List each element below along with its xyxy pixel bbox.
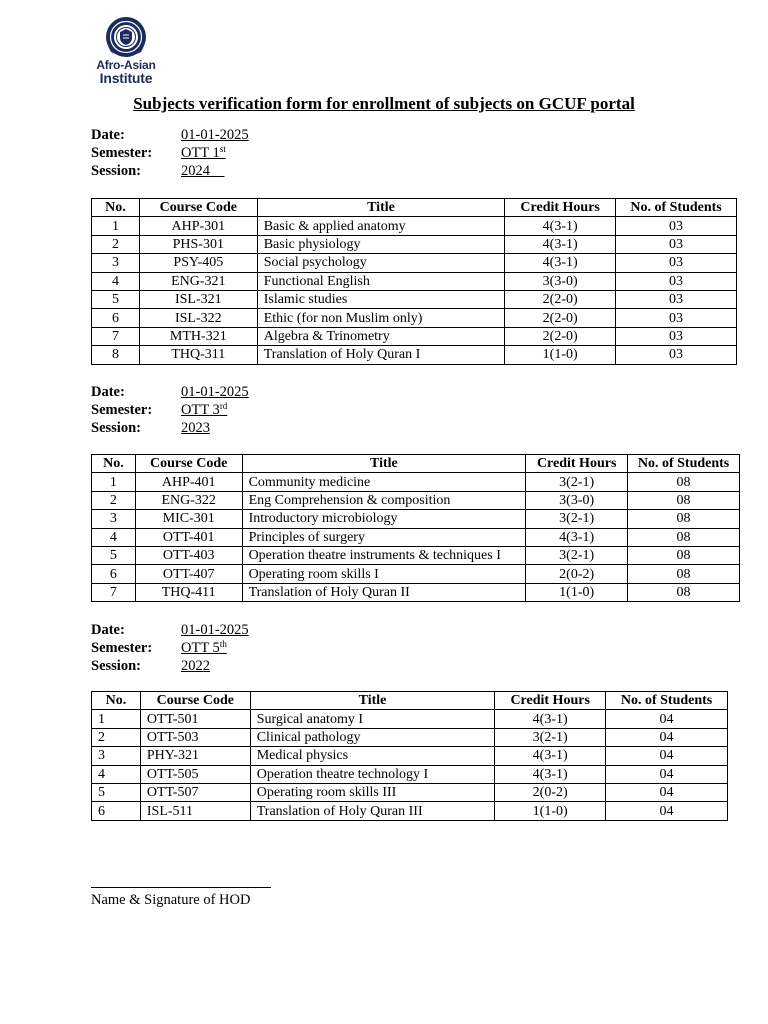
credit-hours: 3(3-0) xyxy=(526,491,628,509)
course-code-header: Course Code xyxy=(139,199,257,217)
credit-hours: 4(3-1) xyxy=(495,710,606,728)
session-value: 2022 xyxy=(181,658,210,674)
semester-value xyxy=(181,402,227,418)
table-row xyxy=(92,710,728,728)
credit-hours: 3(3-0) xyxy=(505,272,616,290)
credit-hours-header: Credit Hours xyxy=(526,455,628,473)
row-number: 8 xyxy=(92,346,140,364)
semester-info-block-3 xyxy=(91,621,249,675)
table-row xyxy=(92,802,728,820)
student-count: 08 xyxy=(628,510,740,528)
student-count: 08 xyxy=(628,583,740,601)
student-count: 03 xyxy=(616,254,737,272)
semester-info-block-1 xyxy=(91,126,249,180)
semester-name: OTT 1 xyxy=(181,145,220,161)
date-label: Date: xyxy=(91,384,125,400)
credit-hours: 3(2-1) xyxy=(526,546,628,564)
table-header-row xyxy=(92,455,740,473)
signature-label: Name & Signature of HOD xyxy=(91,892,251,908)
session-row xyxy=(91,657,249,675)
course-code: MIC-301 xyxy=(135,510,242,528)
table-row xyxy=(92,583,740,601)
student-count: 04 xyxy=(606,765,728,783)
title-header: Title xyxy=(250,692,495,710)
session-row xyxy=(91,419,249,437)
course-code: PHS-301 xyxy=(139,235,257,253)
semester-label: Semester: xyxy=(91,640,153,656)
row-number: 5 xyxy=(92,783,141,801)
course-code: ENG-322 xyxy=(135,491,242,509)
table-row xyxy=(92,565,740,583)
row-number: 1 xyxy=(92,217,140,235)
student-count: 08 xyxy=(628,473,740,491)
semester-label: Semester: xyxy=(91,402,153,418)
student-count: 04 xyxy=(606,802,728,820)
subjects-table-3 xyxy=(91,691,728,821)
table-row xyxy=(92,327,737,345)
table-row xyxy=(92,290,737,308)
course-code-header: Course Code xyxy=(140,692,250,710)
date-value: 01-01-2025 xyxy=(181,384,249,400)
row-number: 3 xyxy=(92,254,140,272)
row-number: 2 xyxy=(92,728,141,746)
credit-hours-header: Credit Hours xyxy=(505,199,616,217)
student-count: 03 xyxy=(616,327,737,345)
table-row xyxy=(92,235,737,253)
row-number: 4 xyxy=(92,272,140,290)
credit-hours: 2(0-2) xyxy=(495,783,606,801)
row-number: 6 xyxy=(92,309,140,327)
student-count: 08 xyxy=(628,491,740,509)
students-header: No. of Students xyxy=(628,455,740,473)
course-title: Basic & applied anatomy xyxy=(257,217,505,235)
course-code: MTH-321 xyxy=(139,327,257,345)
credit-hours: 4(3-1) xyxy=(526,528,628,546)
course-code: OTT-505 xyxy=(140,765,250,783)
credit-hours: 4(3-1) xyxy=(505,235,616,253)
row-number: 1 xyxy=(92,473,136,491)
course-code-header: Course Code xyxy=(135,455,242,473)
semester-value xyxy=(181,145,226,161)
credit-hours: 2(0-2) xyxy=(526,565,628,583)
row-number: 5 xyxy=(92,546,136,564)
course-title: Social psychology xyxy=(257,254,505,272)
table-row xyxy=(92,473,740,491)
student-count: 03 xyxy=(616,290,737,308)
subjects-table-2 xyxy=(91,454,740,602)
course-title: Introductory microbiology xyxy=(242,510,526,528)
table-row xyxy=(92,546,740,564)
table-row xyxy=(92,765,728,783)
session-label: Session: xyxy=(91,420,141,436)
credit-hours: 1(1-0) xyxy=(526,583,628,601)
row-number: 1 xyxy=(92,710,141,728)
table-row xyxy=(92,309,737,327)
semester-row xyxy=(91,144,249,162)
student-count: 03 xyxy=(616,235,737,253)
subjects-table-1 xyxy=(91,198,737,365)
course-code: OTT-507 xyxy=(140,783,250,801)
table-header-row xyxy=(92,199,737,217)
table-row xyxy=(92,272,737,290)
students-header: No. of Students xyxy=(606,692,728,710)
table-row xyxy=(92,254,737,272)
student-count: 03 xyxy=(616,217,737,235)
students-header: No. of Students xyxy=(616,199,737,217)
course-title: Medical physics xyxy=(250,747,495,765)
course-title: Surgical anatomy I xyxy=(250,710,495,728)
table-row xyxy=(92,747,728,765)
no-header: No. xyxy=(92,455,136,473)
credit-hours: 2(2-0) xyxy=(505,290,616,308)
form-title: Subjects verification form for enrollment of subjects on GCUF portal xyxy=(133,94,635,113)
table-row xyxy=(92,510,740,528)
course-title: Eng Comprehension & composition xyxy=(242,491,526,509)
course-code: AHP-401 xyxy=(135,473,242,491)
course-code: OTT-407 xyxy=(135,565,242,583)
semester-info-block-2 xyxy=(91,383,249,437)
credit-hours: 3(2-1) xyxy=(526,473,628,491)
semester-name: OTT 5 xyxy=(181,640,220,656)
institute-seal-icon xyxy=(105,16,147,58)
table-header-row xyxy=(92,692,728,710)
semester-row xyxy=(91,401,249,419)
title-header: Title xyxy=(257,199,505,217)
course-title: Operation theatre instruments & techniques I xyxy=(242,546,526,564)
course-title: Principles of surgery xyxy=(242,528,526,546)
credit-hours-header: Credit Hours xyxy=(495,692,606,710)
row-number: 4 xyxy=(92,765,141,783)
student-count: 03 xyxy=(616,309,737,327)
table-row xyxy=(92,217,737,235)
course-title: Algebra & Trinometry xyxy=(257,327,505,345)
row-number: 4 xyxy=(92,528,136,546)
row-number: 7 xyxy=(92,583,136,601)
course-code: PSY-405 xyxy=(139,254,257,272)
course-code: THQ-411 xyxy=(135,583,242,601)
course-title: Operating room skills I xyxy=(242,565,526,583)
credit-hours: 1(1-0) xyxy=(495,802,606,820)
course-code: ISL-322 xyxy=(139,309,257,327)
semester-ordinal: st xyxy=(219,144,226,154)
course-title: Translation of Holy Quran I xyxy=(257,346,505,364)
table-row xyxy=(92,783,728,801)
row-number: 3 xyxy=(92,747,141,765)
student-count: 04 xyxy=(606,747,728,765)
student-count: 03 xyxy=(616,346,737,364)
logo-text-line2: Institute xyxy=(99,70,153,86)
course-code: PHY-321 xyxy=(140,747,250,765)
semester-label: Semester: xyxy=(91,145,153,161)
credit-hours: 2(2-0) xyxy=(505,309,616,327)
session-label: Session: xyxy=(91,658,141,674)
course-title: Operating room skills III xyxy=(250,783,495,801)
student-count: 04 xyxy=(606,783,728,801)
row-number: 2 xyxy=(92,235,140,253)
table-row xyxy=(92,346,737,364)
session-value xyxy=(181,163,225,179)
course-code: ISL-511 xyxy=(140,802,250,820)
date-row xyxy=(91,383,249,401)
row-number: 3 xyxy=(92,510,136,528)
credit-hours: 1(1-0) xyxy=(505,346,616,364)
credit-hours: 4(3-1) xyxy=(505,254,616,272)
title-header: Title xyxy=(242,455,526,473)
course-code: AHP-301 xyxy=(139,217,257,235)
course-title: Functional English xyxy=(257,272,505,290)
semester-ordinal: th xyxy=(219,639,227,649)
student-count: 04 xyxy=(606,728,728,746)
course-title: Translation of Holy Quran II xyxy=(242,583,526,601)
date-label: Date: xyxy=(91,622,125,638)
session-label: Session: xyxy=(91,163,141,179)
course-title: Clinical pathology xyxy=(250,728,495,746)
credit-hours: 3(2-1) xyxy=(526,510,628,528)
table-row xyxy=(92,491,740,509)
signature-line xyxy=(91,887,271,888)
institute-logo xyxy=(96,16,156,92)
course-code: OTT-501 xyxy=(140,710,250,728)
no-header: No. xyxy=(92,199,140,217)
session-year: 2024 xyxy=(181,163,210,179)
semester-name: OTT 3 xyxy=(181,402,220,418)
credit-hours: 4(3-1) xyxy=(495,765,606,783)
course-code: ISL-321 xyxy=(139,290,257,308)
row-number: 6 xyxy=(92,565,136,583)
course-code: OTT-503 xyxy=(140,728,250,746)
credit-hours: 4(3-1) xyxy=(505,217,616,235)
table-row xyxy=(92,728,728,746)
session-value: 2023 xyxy=(181,420,210,436)
course-title: Islamic studies xyxy=(257,290,505,308)
course-title: Ethic (for non Muslim only) xyxy=(257,309,505,327)
student-count: 08 xyxy=(628,528,740,546)
course-code: OTT-403 xyxy=(135,546,242,564)
course-code: OTT-401 xyxy=(135,528,242,546)
row-number: 6 xyxy=(92,802,141,820)
table-row xyxy=(92,528,740,546)
session-row xyxy=(91,162,249,180)
course-title: Community medicine xyxy=(242,473,526,491)
credit-hours: 4(3-1) xyxy=(495,747,606,765)
course-title: Translation of Holy Quran III xyxy=(250,802,495,820)
semester-ordinal: rd xyxy=(219,401,228,411)
semester-value xyxy=(181,640,227,656)
student-count: 08 xyxy=(628,565,740,583)
student-count: 04 xyxy=(606,710,728,728)
course-title: Basic physiology xyxy=(257,235,505,253)
course-code: ENG-321 xyxy=(139,272,257,290)
row-number: 5 xyxy=(92,290,140,308)
date-label: Date: xyxy=(91,127,125,143)
student-count: 08 xyxy=(628,546,740,564)
semester-row xyxy=(91,639,249,657)
student-count: 03 xyxy=(616,272,737,290)
date-value: 01-01-2025 xyxy=(181,622,249,638)
row-number: 2 xyxy=(92,491,136,509)
row-number: 7 xyxy=(92,327,140,345)
date-value: 01-01-2025 xyxy=(181,127,249,143)
course-code: THQ-311 xyxy=(139,346,257,364)
credit-hours: 2(2-0) xyxy=(505,327,616,345)
logo-text-line1: Afro-Asian xyxy=(96,58,156,72)
credit-hours: 3(2-1) xyxy=(495,728,606,746)
date-row xyxy=(91,126,249,144)
date-row xyxy=(91,621,249,639)
course-title: Operation theatre technology I xyxy=(250,765,495,783)
no-header: No. xyxy=(92,692,141,710)
